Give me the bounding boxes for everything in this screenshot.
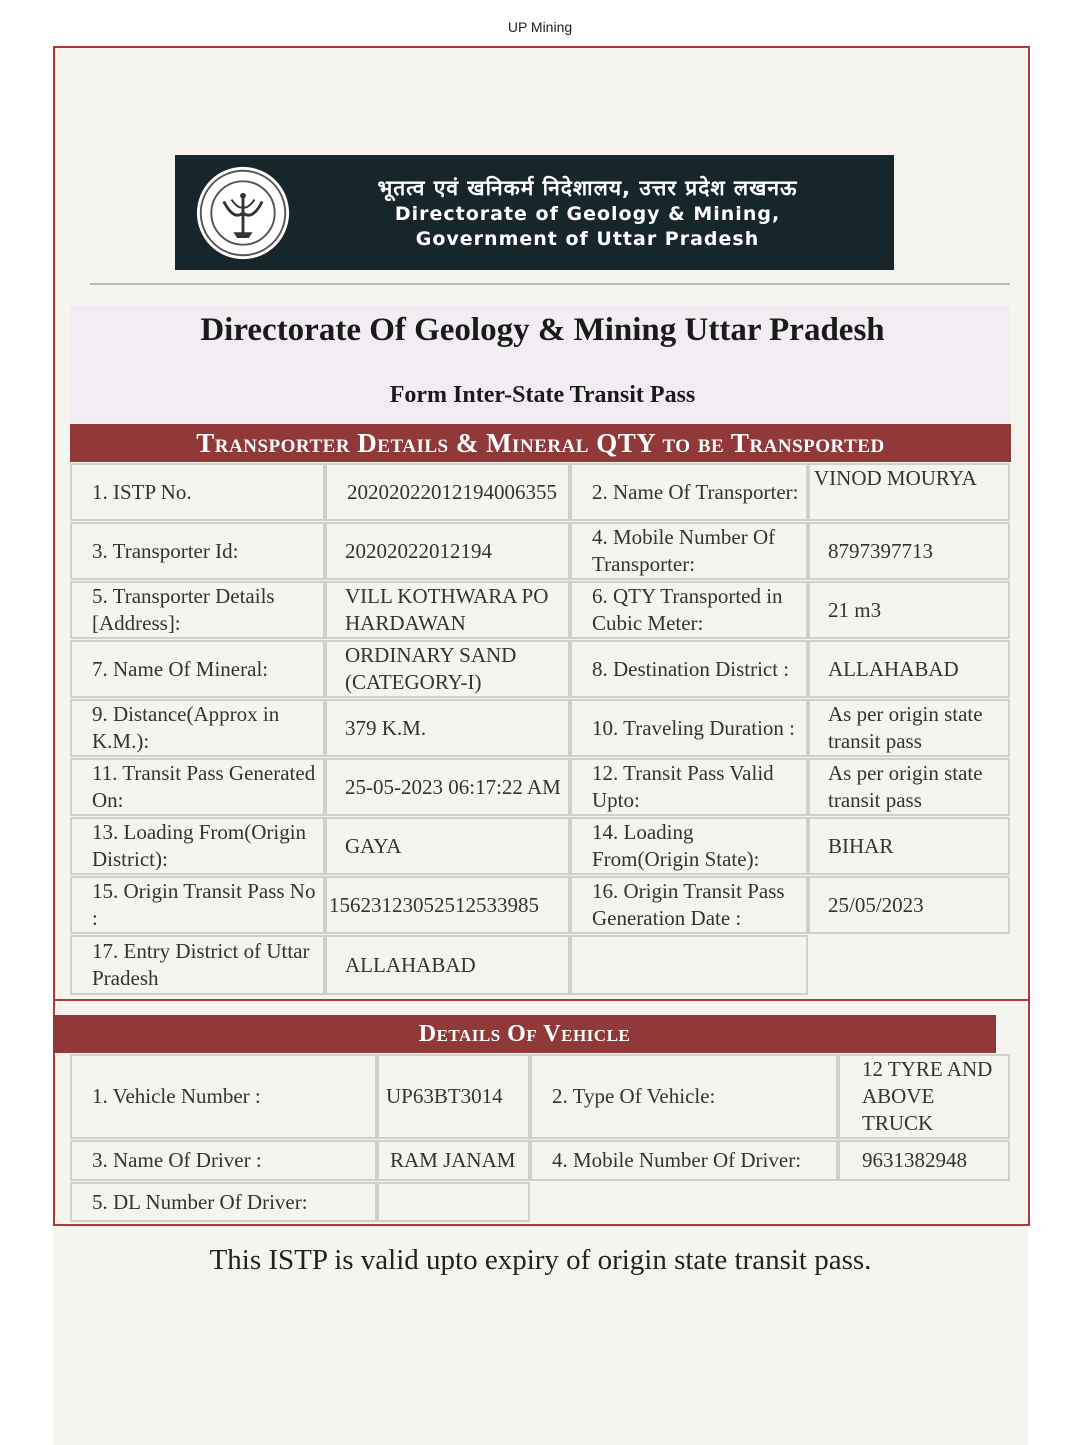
label-origin-pass-date: 16. Origin Transit Pass Generation Date : [570,876,808,934]
label-transporter-name: 2. Name Of Transporter: [570,463,808,521]
label-loading-district: 13. Loading From(Origin District): [70,817,325,875]
label-mineral-name: 7. Name Of Mineral: [70,640,325,698]
label-pass-generated-on: 11. Transit Pass Generated On: [70,758,325,816]
label-traveling-duration: 10. Traveling Duration : [570,699,808,757]
label-vehicle-type: 2. Type Of Vehicle: [530,1054,838,1139]
page-header: UP Mining [507,19,573,35]
transporter-section-heading: Transporter Details & Mineral QTY to be Transported [70,424,1011,462]
value-pass-valid-upto: As per origin state transit pass [808,758,1010,816]
banner-hindi-title: भूतत्व एवं खनिकर्म निदेशालय, उत्तर प्रदेश लखनऊ [377,175,798,200]
vehicle-section-heading: Details Of Vehicle [53,1015,996,1053]
label-driver-name: 3. Name Of Driver : [70,1140,377,1181]
value-mineral-name: ORDINARY SAND (CATEGORY-I) [325,640,570,698]
divider [90,283,1010,285]
label-origin-pass-no: 15. Origin Transit Pass No : [70,876,325,934]
label-entry-district: 17. Entry District of Uttar Pradesh [70,935,325,995]
value-driver-dl-number [377,1182,530,1222]
up-state-emblem-icon [195,165,291,261]
value-transporter-id: 20202022012194 [325,522,570,580]
value-traveling-duration: As per origin state transit pass [808,699,1010,757]
value-istp-no: 20202022012194006355 [325,463,570,521]
value-qty-transported: 21 m3 [808,581,1010,639]
value-driver-mobile: 9631382948 [838,1140,1010,1181]
label-pass-valid-upto: 12. Transit Pass Valid Upto: [570,758,808,816]
value-origin-pass-date: 25/05/2023 [808,876,1010,934]
value-vehicle-number: UP63BT3014 [377,1054,530,1139]
value-pass-generated-on: 25-05-2023 06:17:22 AM [325,758,570,816]
value-origin-pass-no: 15623123052512533985 [325,876,570,934]
label-transporter-mobile: 4. Mobile Number Of Transporter: [570,522,808,580]
empty-cell [570,935,808,995]
value-transporter-mobile: 8797397713 [808,522,1010,580]
value-destination-district: ALLAHABAD [808,640,1010,698]
value-entry-district: ALLAHABAD [325,935,570,995]
label-istp-no: 1. ISTP No. [70,463,325,521]
label-distance: 9. Distance(Approx in K.M.): [70,699,325,757]
value-driver-name: RAM JANAM [377,1140,530,1181]
page-title: Directorate Of Geology & Mining Uttar Pradesh [200,312,885,348]
banner-english-line2: Government of Uttar Pradesh [415,227,760,250]
label-driver-dl-number: 5. DL Number Of Driver: [70,1182,377,1222]
value-transporter-address: VILL KOTHWARA PO HARDAWAN [325,581,570,639]
value-loading-district: GAYA [325,817,570,875]
label-destination-district: 8. Destination District : [570,640,808,698]
label-qty-transported: 6. QTY Transported in Cubic Meter: [570,581,808,639]
department-banner [175,155,894,270]
label-transporter-id: 3. Transporter Id: [70,522,325,580]
value-loading-state: BIHAR [808,817,1010,875]
value-transporter-name: VINOD MOURYA [808,463,1010,521]
value-distance: 379 K.M. [325,699,570,757]
validity-note: This ISTP is valid upto expiry of origin state transit pass. [209,1244,872,1276]
label-driver-mobile: 4. Mobile Number Of Driver: [530,1140,838,1181]
form-subtitle: Form Inter-State Transit Pass [389,382,696,408]
label-loading-state: 14. Loading From(Origin State): [570,817,808,875]
label-transporter-address: 5. Transporter Details [Address]: [70,581,325,639]
banner-english-line1: Directorate of Geology & Mining, [394,202,781,225]
label-vehicle-number: 1. Vehicle Number : [70,1054,377,1139]
value-vehicle-type: 12 TYRE AND ABOVE TRUCK [838,1054,1010,1139]
